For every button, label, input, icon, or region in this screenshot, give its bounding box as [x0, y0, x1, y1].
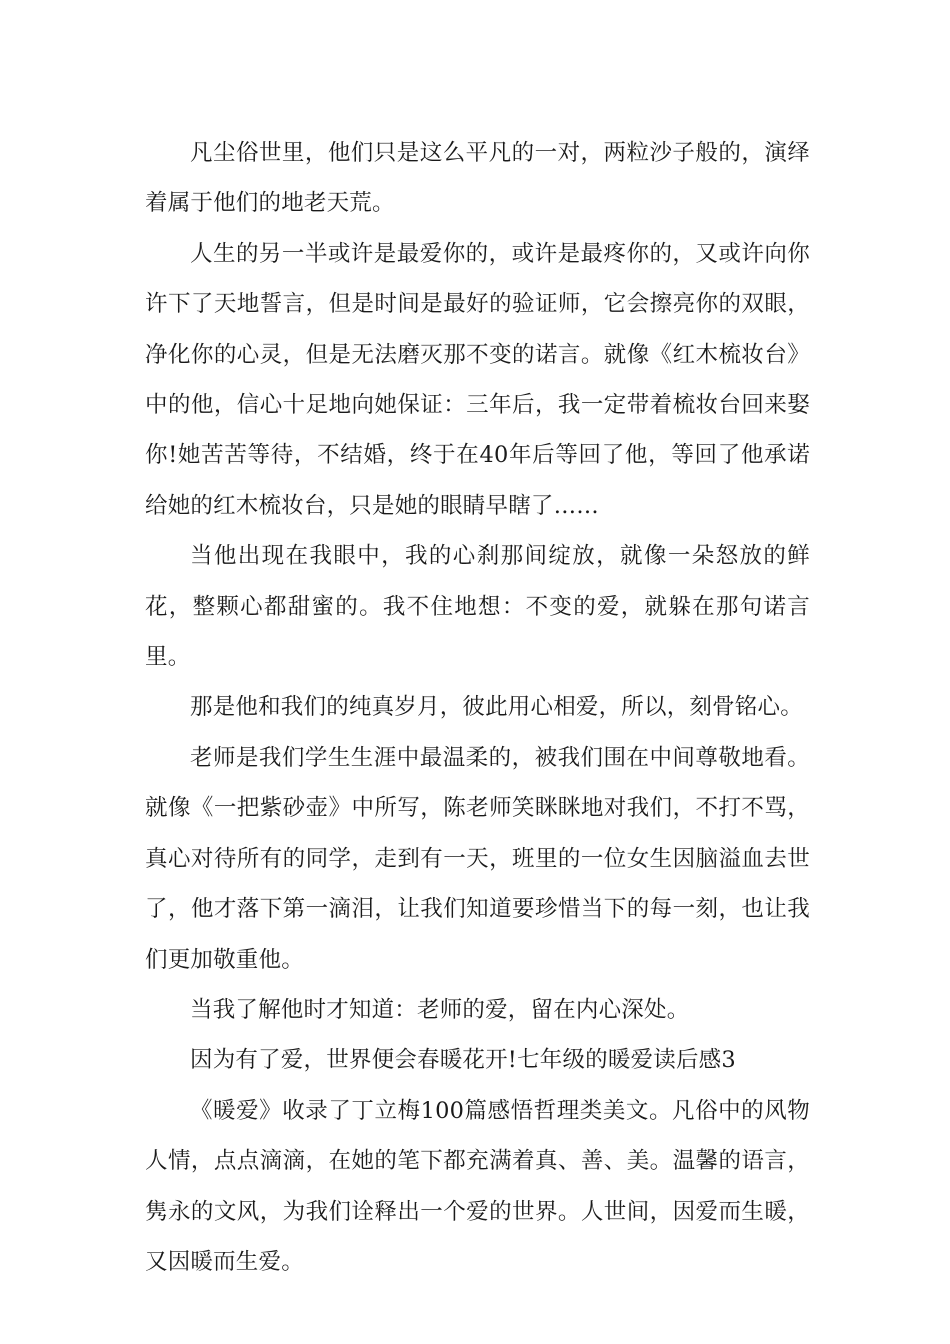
paragraph: 因为有了爱，世界便会春暖花开!七年级的暖爱读后感3 [190, 1047, 736, 1074]
paragraph: 人生的另一半或许是最爱你的，或许是最疼你的，又或许向你许下了天地誓言，但是时间是最好的验证师，它会擦亮你的双眼，净化你的心灵，但是无法磨灭那不变的诺言。就像《红木梳妆台》中的他，信心十足地向她保证：三年后，我一定带着梳妆台回来娶你!她苦苦等待，不结婚，终于在40年后等回了他，等回了他承诺给她的红木梳妆台，只是她的眼睛早瞎了…… [145, 240, 810, 519]
paragraph: 《暖爱》收录了丁立梅100篇感悟哲理类美文。凡俗中的风物人情，点点滴滴，在她的笔下都充满着真、善、美。温馨的语言，隽永的文风，为我们诠释出一个爱的世界。人世间，因爱而生暖，又因暖而生爱。 [145, 1097, 810, 1275]
paragraph: 老师是我们学生生涯中最温柔的，被我们围在中间尊敬地看。就像《一把紫砂壶》中所写，陈老师笑眯眯地对我们，不打不骂，真心对待所有的同学，走到有一天，班里的一位女生因脑溢血去世了，他才落下第一滴泪，让我们知道要珍惜当下的每一刻，也让我们更加敬重他。 [145, 744, 810, 973]
paragraph: 那是他和我们的纯真岁月，彼此用心相爱，所以，刻骨铭心。 [190, 694, 803, 721]
paragraph: 当他出现在我眼中，我的心刹那间绽放，就像一朵怒放的鲜花，整颗心都甜蜜的。我不住地想：不变的爱，就躲在那句诺言里。 [145, 543, 810, 671]
paragraph: 凡尘俗世里，他们只是这么平凡的一对，两粒沙子般的，演绎着属于他们的地老天荒。 [145, 140, 810, 217]
paragraph: 当我了解他时才知道：老师的爱，留在内心深处。 [190, 996, 690, 1023]
document-body [145, 128, 810, 1287]
